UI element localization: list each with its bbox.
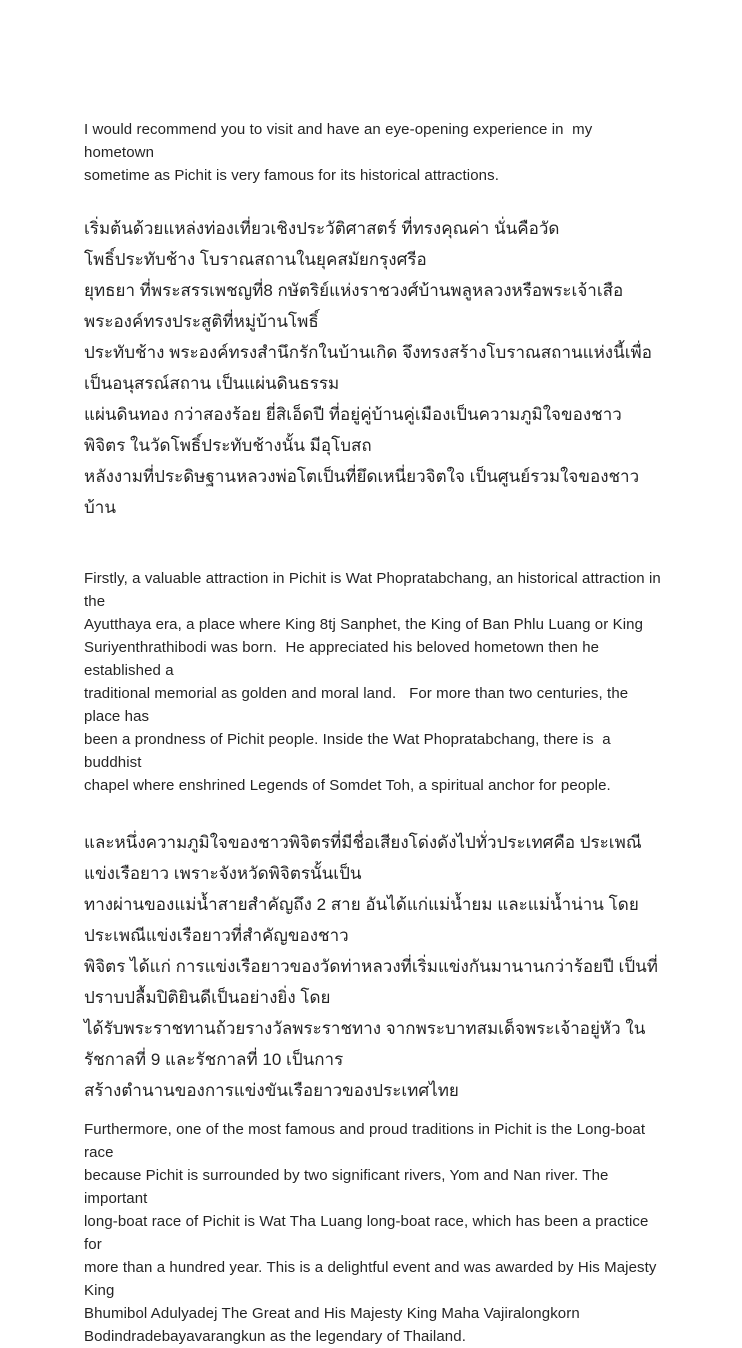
text-line: Suriyenthrathibodi was born. He appreciated his beloved hometown then he established a: [84, 639, 604, 679]
text-line: sometime as Pichit is very famous for its historical attractions.: [84, 167, 499, 184]
text-line: ทางผ่านของแม่น้ำสายสำคัญถึง 2 สาย อันได้แก่แม่น้ำยม และแม่น้ำน่าน โดยประเพณีแข่งเรือยาวที่สำคัญของชาว: [84, 895, 639, 945]
furthermore-paragraph: [84, 1118, 662, 1348]
text-line: Firstly, a valuable attraction in Pichit is Wat Phopratabchang, an historical attraction in the: [84, 570, 666, 610]
text-line: ประทับช้าง พระองค์ทรงสำนึกรักในบ้านเกิด จึงทรงสร้างโบราณสถานแห่งนี้เพื่อเป็นอนุสรณ์สถาน เป็นแผ่นดินธรรม: [84, 343, 652, 393]
thai-paragraph-wat-phopratabchang: [84, 213, 662, 523]
text-line: been a prondness of Pichit people. Inside the Wat Phopratabchang, there is a buddhist: [84, 731, 615, 771]
thai-paragraph-long-boat-race: [84, 827, 662, 1106]
text-line: I would recommend you to visit and have an eye-opening experience in my hometown: [84, 121, 597, 161]
text-line: traditional memorial as golden and moral land. For more than two centuries, the place has: [84, 685, 633, 725]
text-line: เริ่มต้นด้วยแหล่งท่องเที่ยวเชิงประวัติศาสตร์ ที่ทรงคุณค่า นั่นคือวัดโพธิ์ประทับช้าง โบราณสถานในยุคสมัยกรุงศรีอ: [84, 219, 560, 269]
text-line: หลังงามที่ประดิษฐานหลวงพ่อโตเป็นที่ยึดเหนี่ยวจิตใจ เป็นศูนย์รวมใจของชาวบ้าน: [84, 467, 640, 517]
text-line: Ayutthaya era, a place where King 8tj Sanphet, the King of Ban Phlu Luang or King: [84, 616, 644, 633]
text-line: สร้างตำนานของการแข่งขันเรือยาวของประเทศไทย: [84, 1081, 459, 1100]
text-line: Furthermore, one of the most famous and proud traditions in Pichit is the Long-boat race: [84, 1121, 650, 1161]
text-line: long-boat race of Pichit is Wat Tha Luang long-boat race, which has been a practice for: [84, 1213, 653, 1253]
text-line: พิจิตร ได้แก่ การแข่งเรือยาวของวัดท่าหลวงที่เริ่มแข่งกันมานานกว่าร้อยปี เป็นที่ปราบปลื้มปิติยินดีเป็นอย่างยิ่ง โดย: [84, 957, 658, 1007]
text-line: และหนึ่งความภูมิใจของชาวพิจิตรที่มีชื่อเสียงโด่งดังไปทั่วประเทศคือ ประเพณีแข่งเรือยาว เพราะจังหวัดพิจิตรนั้นเป็น: [84, 833, 642, 883]
text-line: Bhumibol Adulyadej The Great and His Majesty King Maha Vajiralongkorn: [84, 1305, 580, 1322]
text-line: more than a hundred year. This is a delightful event and was awarded by His Majesty King: [84, 1259, 661, 1299]
firstly-paragraph: [84, 567, 666, 797]
text-line: because Pichit is surrounded by two significant rivers, Yom and Nan river. The important: [84, 1167, 613, 1207]
text-line: ได้รับพระราชทานถ้วยรางวัลพระราชทาง จากพระบาทสมเด็จพระเจ้าอยู่หัว ในรัชกาลที่ 9 และรัชกาลที่ 10 เป็นการ: [84, 1019, 646, 1069]
text-line: ยุทธยา ที่พระสรรเพชญที่8 กษัตริย์แห่งราชวงศ์บ้านพลูหลวงหรือพระเจ้าเสือ พระองค์ทรงประสูติที่หมู่บ้านโพธิ์: [84, 281, 628, 331]
document-body[interactable]: [84, 118, 666, 1348]
text-line: Bodindradebayavarangkun as the legendary of Thailand.: [84, 1328, 466, 1345]
intro-paragraph: [84, 118, 662, 187]
text-line: chapel where enshrined Legends of Somdet Toh, a spiritual anchor for people.: [84, 777, 611, 794]
text-line: แผ่นดินทอง กว่าสองร้อย ยี่สิเอ็ดปี ที่อยู่คู่บ้านคู่เมืองเป็นความภูมิใจของชาวพิจิตร ในวัดโพธิ์ประทับช้างนั้น มีอุโบสถ: [84, 405, 622, 455]
